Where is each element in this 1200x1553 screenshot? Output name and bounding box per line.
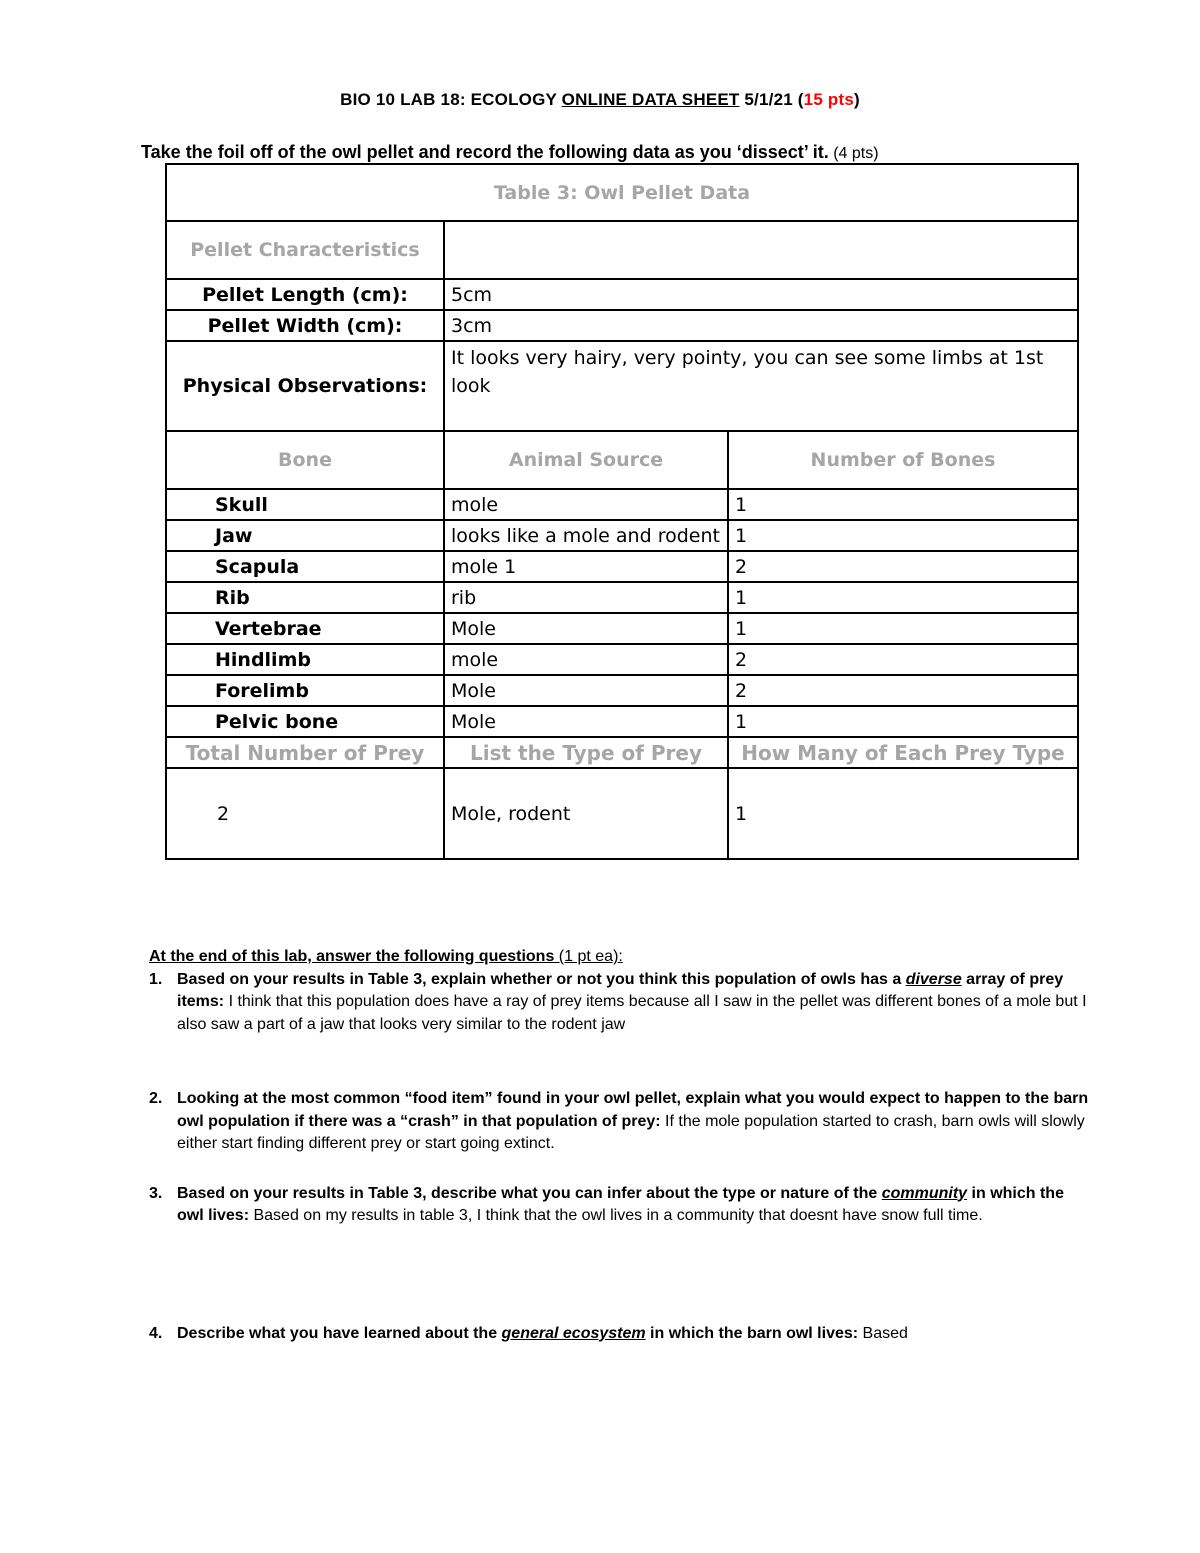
observations-value: It looks very hairy, very pointy, you can see some limbs at 1st look (444, 341, 1078, 431)
question-number: 3. (149, 1184, 163, 1202)
title-text: BIO 10 LAB 18: ECOLOGY (340, 90, 562, 109)
animal-source: looks like a mole and rodent (444, 520, 728, 551)
bone-count: 2 (728, 644, 1078, 675)
observations-label: Physical Observations: (166, 341, 444, 431)
bone-count: 2 (728, 551, 1078, 582)
question-answer: Based (858, 1324, 908, 1342)
bone-count: 1 (728, 706, 1078, 737)
table-row (166, 613, 1078, 644)
question-2 (149, 1088, 1089, 1156)
animal-source-header: Animal Source (444, 431, 728, 489)
question-emphasis: diverse (905, 970, 962, 988)
total-prey-header: Total Number of Prey (166, 737, 444, 768)
question-prompt-end: array of prey items: (177, 970, 1064, 1010)
animal-source: Mole (444, 675, 728, 706)
questions-heading-text: At the end of this lab, answer the following questions (149, 948, 555, 965)
question-answer: Based on my results in table 3, I think that the owl lives in a community that doesnt have snow full time. (249, 1207, 983, 1224)
animal-source: Mole (444, 613, 728, 644)
title-close: ) (854, 90, 860, 109)
length-label: Pellet Length (cm): (166, 279, 444, 310)
width-label: Pellet Width (cm): (166, 310, 444, 341)
animal-source: mole 1 (444, 551, 728, 582)
title-underlined: ONLINE DATA SHEET (561, 90, 740, 109)
width-value: 3cm (444, 310, 1078, 341)
question-number: 4. (149, 1324, 163, 1342)
bone-count: 2 (728, 675, 1078, 706)
length-value: 5cm (444, 279, 1078, 310)
question-prompt-end: in which the owl lives: (177, 1184, 1064, 1224)
table-caption: Table 3: Owl Pellet Data (166, 164, 1078, 221)
table-row (166, 551, 1078, 582)
bone-count: 1 (728, 582, 1078, 613)
table-row (166, 706, 1078, 737)
bone-count: 1 (728, 613, 1078, 644)
question-answer: If the mole population started to crash, barn owls will slowly either start finding different prey or start going extinct. (177, 1112, 1085, 1152)
prey-count-header: How Many of Each Prey Type (728, 737, 1078, 768)
question-1 (149, 969, 1089, 1037)
questions-heading (149, 946, 1089, 969)
characteristics-header: Pellet Characteristics (166, 221, 444, 279)
animal-source: Mole (444, 706, 728, 737)
prey-types-value: Mole, rodent (444, 768, 728, 859)
question-number: 2. (149, 1090, 163, 1107)
prey-each-value: 1 (728, 768, 1078, 859)
page-title (0, 90, 1200, 110)
question-emphasis: community (881, 1184, 968, 1202)
table-row (166, 644, 1078, 675)
question-4 (149, 1323, 1089, 1346)
table-row (166, 489, 1078, 520)
question-prompt: Describe what you have learned about the (177, 1324, 502, 1342)
table-row (166, 675, 1078, 706)
animal-source: rib (444, 582, 728, 613)
question-3 (149, 1183, 1089, 1228)
intro-text: Take the foil off of the owl pellet and record the following data as you ‘dissect’ it. (141, 142, 829, 162)
question-prompt-end: in which the barn owl lives: (645, 1324, 859, 1342)
table-row (166, 582, 1078, 613)
questions-heading-points: (1 pt ea): (554, 948, 623, 965)
question-prompt: Based on your results in Table 3, describe what you can infer about the type or nature of the (177, 1184, 882, 1202)
intro-points: (4 pts) (828, 145, 879, 162)
animal-source: mole (444, 644, 728, 675)
questions-section (149, 946, 1089, 1345)
bone-name: Jaw (166, 520, 444, 551)
question-emphasis: general ecosystem (501, 1324, 646, 1342)
question-prompt: Based on your results in Table 3, explain whether or not you think this population of owls has a (177, 970, 906, 988)
title-date: 5/1/21 ( (739, 90, 804, 109)
question-list (149, 969, 1089, 1346)
bone-name: Forelimb (166, 675, 444, 706)
bone-header: Bone (166, 431, 444, 489)
bone-name: Hindlimb (166, 644, 444, 675)
title-points: 15 pts (803, 90, 855, 109)
number-of-bones-header: Number of Bones (728, 431, 1078, 489)
question-answer: I think that this population does have a ray of prey items because all I saw in the pellet was different bones of a mole but I also saw a part of a jaw that looks very similar to the rodent jaw (177, 993, 1087, 1033)
bone-name: Pelvic bone (166, 706, 444, 737)
bone-count: 1 (728, 520, 1078, 551)
bone-name: Scapula (166, 551, 444, 582)
bone-name: Skull (166, 489, 444, 520)
bone-name: Vertebrae (166, 613, 444, 644)
bone-count: 1 (728, 489, 1078, 520)
characteristics-blank (444, 221, 1078, 279)
bone-name: Rib (166, 582, 444, 613)
prey-total-value: 2 (166, 768, 444, 859)
owl-pellet-table (165, 163, 1079, 860)
animal-source: mole (444, 489, 728, 520)
question-prompt: Looking at the most common “food item” found in your owl pellet, explain what you would expect to happen to the barn owl population if there was a “crash” in that population of prey: (177, 1090, 1089, 1130)
question-number: 1. (149, 970, 163, 988)
intro-instruction (141, 142, 1141, 163)
table-row (166, 520, 1078, 551)
prey-type-header: List the Type of Prey (444, 737, 728, 768)
